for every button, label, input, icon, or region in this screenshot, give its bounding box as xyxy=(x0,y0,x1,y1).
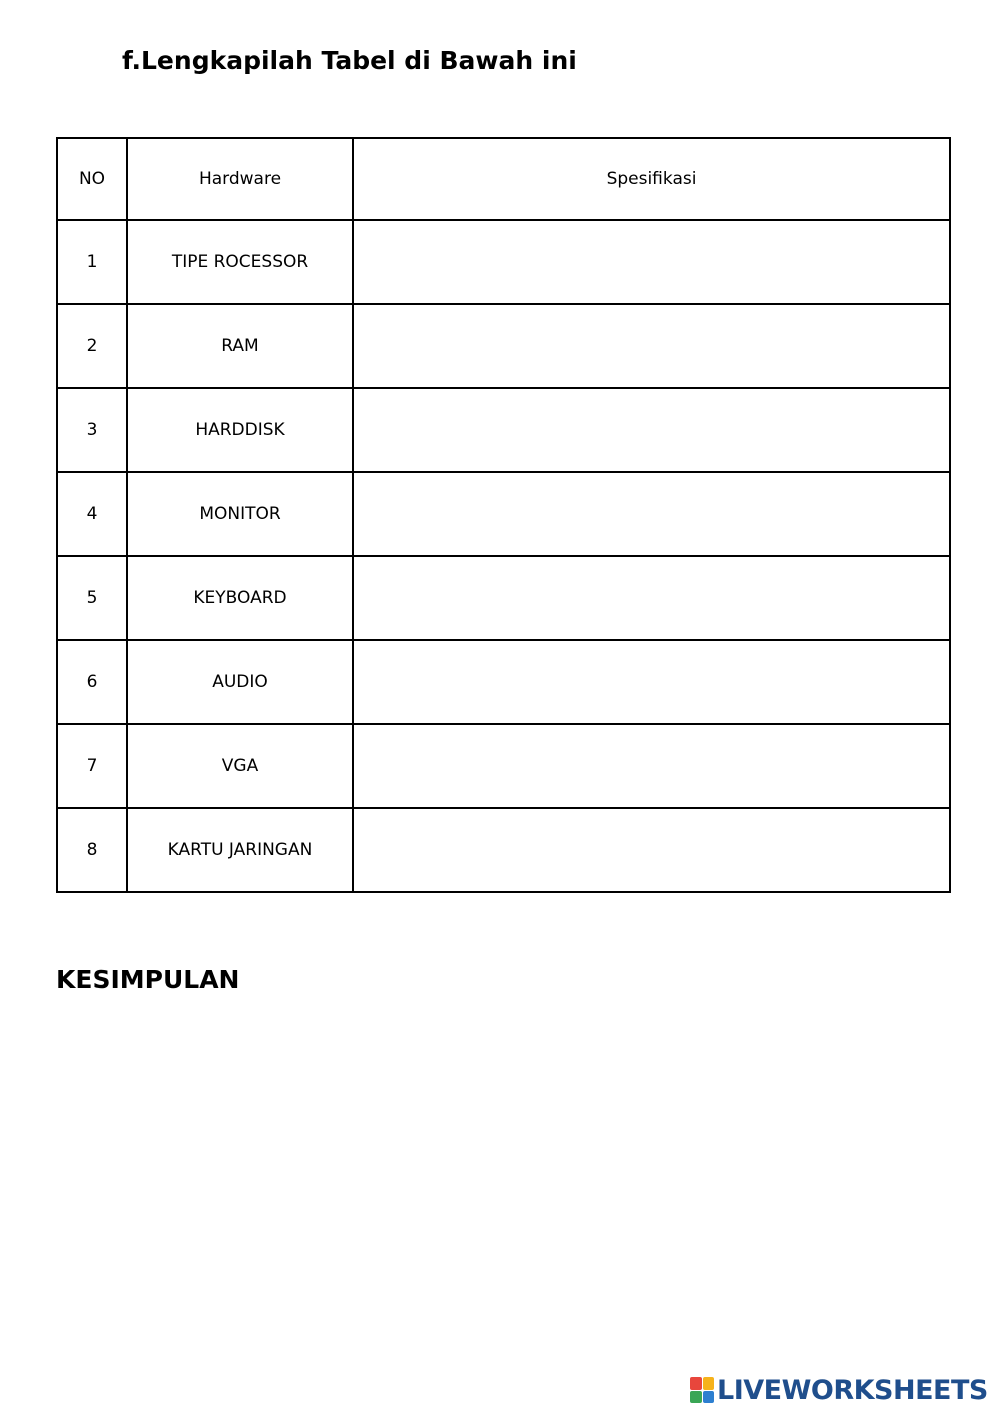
row-hardware: RAM xyxy=(127,304,353,388)
spec-answer-cell[interactable] xyxy=(353,388,950,472)
logo-square-blue xyxy=(703,1391,715,1404)
logo-square-red xyxy=(690,1377,702,1390)
table-row xyxy=(57,808,950,892)
liveworksheets-brand xyxy=(690,1374,988,1406)
spec-answer-cell[interactable] xyxy=(353,472,950,556)
header-no: NO xyxy=(57,138,127,220)
brand-name: LIVEWORKSHEETS xyxy=(717,1374,988,1406)
row-hardware: VGA xyxy=(127,724,353,808)
row-no: 4 xyxy=(57,472,127,556)
row-hardware: KARTU JARINGAN xyxy=(127,808,353,892)
page-title: f.Lengkapilah Tabel di Bawah ini xyxy=(122,46,577,75)
spec-answer-cell[interactable] xyxy=(353,808,950,892)
logo-square-green xyxy=(690,1391,702,1404)
table-row xyxy=(57,472,950,556)
row-no: 5 xyxy=(57,556,127,640)
liveworksheets-logo-icon xyxy=(690,1377,714,1403)
row-hardware: TIPE ROCESSOR xyxy=(127,220,353,304)
spec-answer-cell[interactable] xyxy=(353,640,950,724)
table-row xyxy=(57,556,950,640)
row-hardware: MONITOR xyxy=(127,472,353,556)
row-no: 3 xyxy=(57,388,127,472)
row-hardware: KEYBOARD xyxy=(127,556,353,640)
row-no: 8 xyxy=(57,808,127,892)
row-no: 6 xyxy=(57,640,127,724)
row-no: 1 xyxy=(57,220,127,304)
spec-answer-cell[interactable] xyxy=(353,556,950,640)
spec-answer-cell[interactable] xyxy=(353,304,950,388)
header-hardware: Hardware xyxy=(127,138,353,220)
logo-square-yellow xyxy=(703,1377,715,1390)
conclusion-heading: KESIMPULAN xyxy=(56,965,240,994)
table-row xyxy=(57,724,950,808)
table-row xyxy=(57,388,950,472)
row-no: 7 xyxy=(57,724,127,808)
spec-answer-cell[interactable] xyxy=(353,724,950,808)
table-row xyxy=(57,220,950,304)
row-no: 2 xyxy=(57,304,127,388)
row-hardware: AUDIO xyxy=(127,640,353,724)
table-row xyxy=(57,304,950,388)
row-hardware: HARDDISK xyxy=(127,388,353,472)
header-spesifikasi: Spesifikasi xyxy=(353,138,950,220)
hardware-table xyxy=(56,137,951,893)
table-row xyxy=(57,640,950,724)
spec-answer-cell[interactable] xyxy=(353,220,950,304)
table-header-row xyxy=(57,138,950,220)
